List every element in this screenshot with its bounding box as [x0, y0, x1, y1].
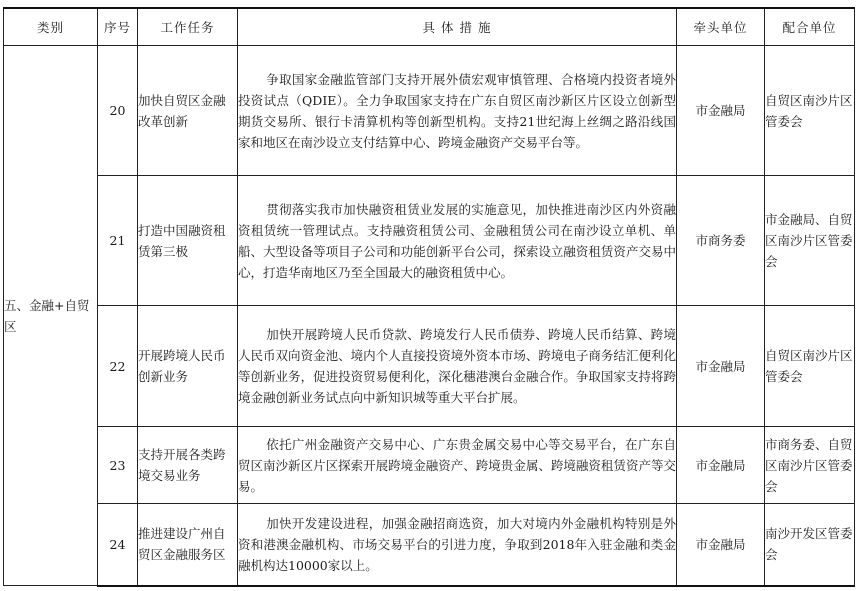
header-row [4, 8, 855, 46]
header-task: 工作任务 [138, 8, 238, 46]
row-cooperate: 自贸区南沙片区管委会 [765, 46, 855, 176]
row-measures-text: 贯彻落实我市加快融资租赁业发展的实施意见，加快推进南沙区内外资融资租赁统一管理试点。支持融资租赁公司、金融租赁公司在南沙设立单机、单船、大型设备等项目子公司和功能创新平台公司，探索设立融资租赁资产交易中心，打造华南地区乃至全国最大的融资租赁中心。 [238, 201, 676, 280]
row-measures [238, 427, 677, 504]
table-row [4, 504, 855, 586]
row-measures-text: 加快开发建设进程，加强金融招商选资，加大对境内外金融机构特别是外资和港澳金融机构、市场交易平台的引进力度，争取到2018年入驻金融和类金融机构达10000家以上。 [238, 515, 676, 573]
row-lead: 市金融局 [677, 504, 765, 586]
category-label: 五、金融+自贸区 [4, 297, 90, 334]
row-lead: 市商务委 [677, 176, 765, 306]
row-task: 加快自贸区金融改革创新 [138, 46, 238, 176]
row-task: 推进建设广州自贸区金融服务区 [138, 504, 238, 586]
row-number: 21 [98, 176, 138, 306]
table-row [4, 176, 855, 306]
header-lead: 牵头单位 [677, 8, 765, 46]
header-cooperate: 配合单位 [765, 8, 855, 46]
row-measures-text: 争取国家金融监管部门支持开展外债宏观审慎管理、合格境内投资者境外投资试点（QDIE）。全力争取国家支持在广东自贸区南沙新区片区设立创新型期货交易所、银行卡清算机构等创新型机构。支持21世纪海上丝绸之路沿线国家和地区在南沙设立支付结算中心、跨境金融资产交易平台等。 [238, 71, 676, 150]
header-number: 序号 [98, 8, 138, 46]
category-cell [4, 46, 98, 586]
row-cooperate: 市金融局、自贸区南沙片区管委会 [765, 176, 855, 306]
row-measures [238, 306, 677, 427]
row-measures [238, 176, 677, 306]
table-row [4, 46, 855, 176]
row-measures-text: 加快开展跨境人民币贷款、跨境发行人民币债券、跨境人民币结算、跨境人民币双向资金池、境内个人直接投资境外资本市场、跨境电子商务结汇便利化等创新业务，促进投资贸易便利化，深化穗港澳台金融合作。争取国家支持将跨境金融创新业务试点向中新知识城等重大平台扩展。 [238, 327, 676, 405]
row-cooperate: 南沙开发区管委会 [765, 504, 855, 586]
row-number: 22 [98, 306, 138, 427]
row-cooperate: 市商务委、自贸区南沙片区管委会 [765, 427, 855, 504]
row-task: 支持开展各类跨境交易业务 [138, 427, 238, 504]
row-cooperate: 自贸区南沙片区管委会 [765, 306, 855, 427]
row-measures-text: 依托广州金融资产交易中心、广东贵金属交易中心等交易平台，在广东自贸区南沙新区片区探索开展跨境金融资产、跨境贵金属、跨境融资租赁资产等交易。 [238, 436, 676, 494]
table-row [4, 427, 855, 504]
table-row [4, 306, 855, 427]
row-lead: 市金融局 [677, 46, 765, 176]
row-lead: 市金融局 [677, 427, 765, 504]
row-number: 20 [98, 46, 138, 176]
row-number: 23 [98, 427, 138, 504]
header-measures: 具 体 措 施 [238, 8, 677, 46]
row-task: 开展跨境人民币创新业务 [138, 306, 238, 427]
row-lead: 市金融局 [677, 306, 765, 427]
row-measures [238, 504, 677, 586]
row-task: 打造中国融资租赁第三极 [138, 176, 238, 306]
header-category: 类别 [4, 8, 98, 46]
row-number: 24 [98, 504, 138, 586]
row-measures [238, 46, 677, 176]
measures-table [3, 7, 855, 587]
